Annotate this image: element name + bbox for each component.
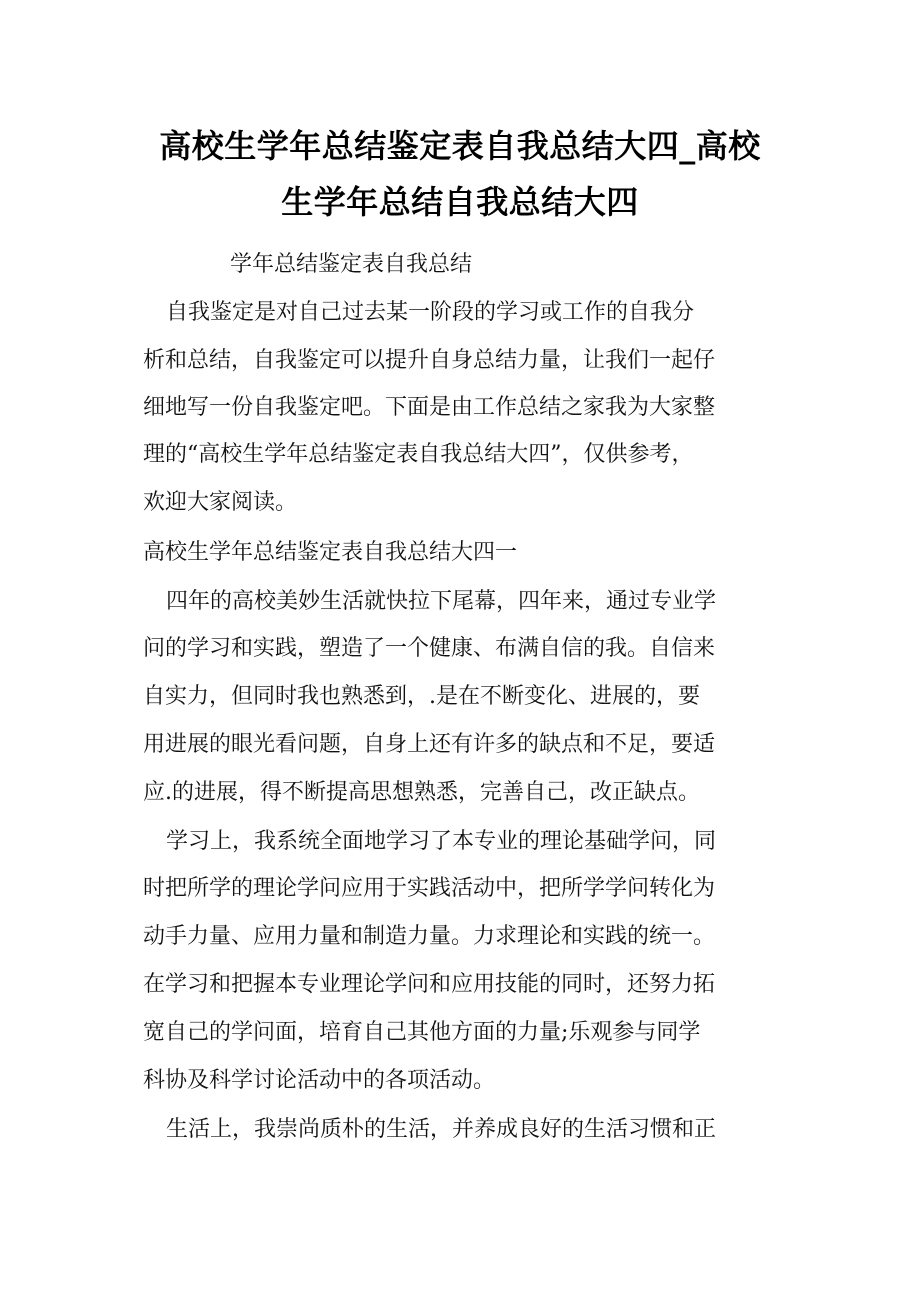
intro-line: 自我鉴定是对自己过去某一阶段的学习或工作的自我分 xyxy=(166,300,695,325)
intro-line: 细地写一份自我鉴定吧。下面是由工作总结之家我为大家整 xyxy=(143,395,716,420)
intro-line: 理的“高校生学年总结鉴定表自我总结大四”，仅供参考， xyxy=(143,442,694,467)
paragraph-line: 生活上，我崇尚质朴的生活，并养成良好的生活习惯和正 xyxy=(166,1117,717,1142)
paragraph-line: 学习上，我系统全面地学习了本专业的理论基础学问，同 xyxy=(166,829,717,854)
paragraph-line: 科协及科学讨论活动中的各项活动。 xyxy=(143,1068,496,1093)
paragraph-line: 时把所学的理论学问应用于实践活动中，把所学学问转化为 xyxy=(143,876,716,901)
intro-line: 欢迎大家阅读。 xyxy=(143,490,298,515)
document-subtitle: 学年总结鉴定表自我总结 xyxy=(230,252,473,277)
paragraph-line: 自实力，但同时我也熟悉到，.是在不断变化、进展的，要 xyxy=(143,684,700,709)
document-title-line-1: 高校生学年总结鉴定表自我总结大四_高校 xyxy=(159,127,761,165)
section-heading: 高校生学年总结鉴定表自我总结大四一 xyxy=(143,540,518,565)
intro-line: 析和总结，自我鉴定可以提升自身总结力量，让我们一起仔 xyxy=(143,348,716,373)
paragraph-line: 在学习和把握本专业理论学问和应用技能的同时，还努力拓 xyxy=(143,972,716,997)
document-title-line-2: 生学年总结自我总结大四 xyxy=(281,183,639,221)
paragraph-line: 宽自己的学问面，培育自己其他方面的力量;乐观参与同学 xyxy=(143,1020,701,1045)
paragraph-line: 应.的进展，得不断提高思想熟悉，完善自己，改正缺点。 xyxy=(143,780,700,805)
paragraph-line: 用进展的眼光看问题，自身上还有许多的缺点和不足，要适 xyxy=(143,732,716,757)
paragraph-line: 问的学习和实践，塑造了一个健康、布满自信的我。自信来 xyxy=(143,636,716,661)
paragraph-line: 动手力量、应用力量和制造力量。力求理论和实践的统一。 xyxy=(143,924,716,949)
paragraph-line: 四年的高校美妙生活就快拉下尾幕，四年来，通过专业学 xyxy=(166,589,717,614)
